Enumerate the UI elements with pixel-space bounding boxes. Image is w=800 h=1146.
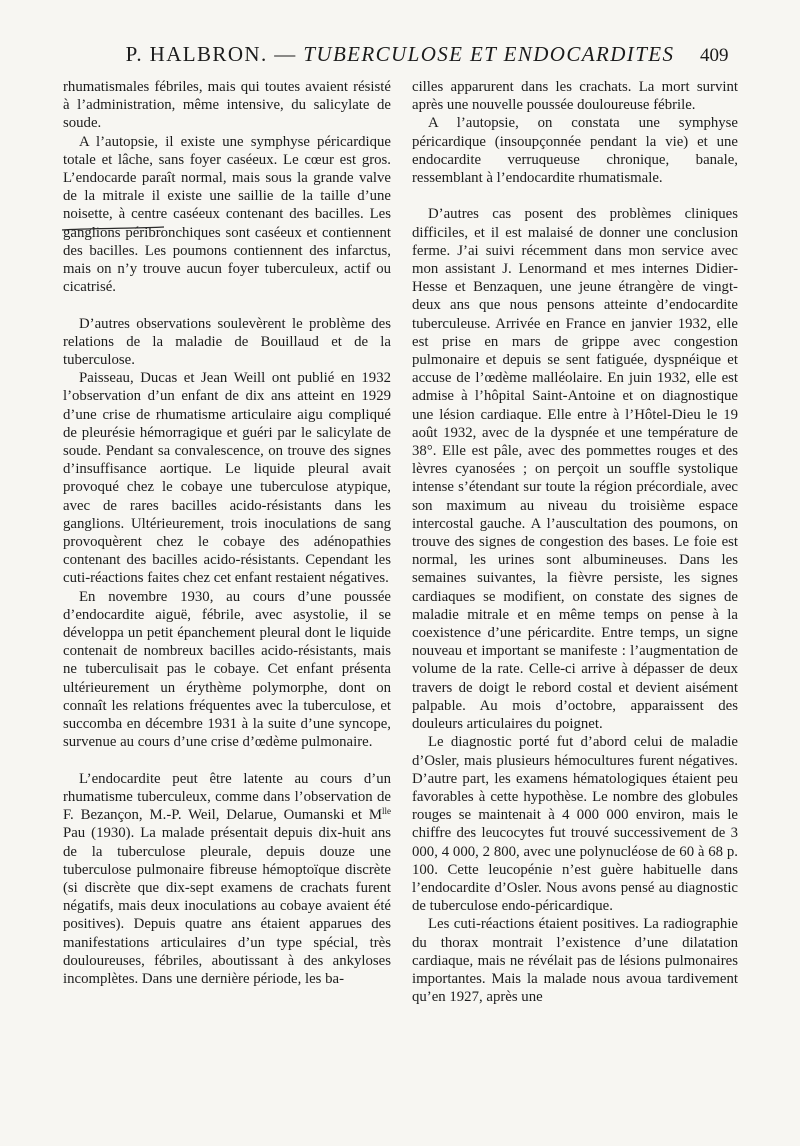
running-title — [0, 42, 800, 67]
paragraph-right-2: A l’autopsie, on constata une symphyse péricardique (insoupçonnée pendant la vie) et une endocardite verruqueuse chronique, banale, ressemblant à l’endocardite rhumatismale. — [412, 115, 738, 187]
paragraph-left-5: En novembre 1930, au cours d’une poussée d’endocardite aiguë, fébrile, avec asystolie, il se développa un petit épanchement pleural dont le liquide contenait de nombreux bacilles acido-résistants, mais ne tuberculisait pas le cobaye. Cet enfant présenta ultérieurement un érythème polymorphe, dont on connaît les relations fréquentes avec la tuberculose, et succomba en décembre 1931 à la suite d’une syncope, survenue au cours d’une crise d’œdème pulmonaire. — [63, 588, 391, 751]
paragraph-right-5: Les cuti-réactions étaient positives. La radiographie du thorax montrait l’existence d’une dilatation cardiaque, mais ne révélait pas de lésions pulmonaires importantes. Mais la malade nous avoua tardivement qu’en 1927, après une — [412, 916, 738, 1006]
page-number: 409 — [700, 45, 729, 66]
running-header — [0, 40, 800, 74]
paragraph-left-6 — [63, 770, 391, 988]
paragraph-left-6-start: L’endocardite peut être latente au cours d’un rhumatisme tuberculeux, comme dans l’observation de F. Bezançon, M.-P. Weil, Delarue, Oumanski et M — [63, 770, 391, 824]
paragraph-left-4: Paisseau, Ducas et Jean Weill ont publié en 1932 l’observation d’un enfant de dix ans atteint en 1929 d’une crise de rhumatisme articulaire aigu compliqué de pleurésie hémorragique et guéri par le salicylate de soude. Pendant sa convalescence, on trouve des signes d’insuffisance aortique. Le liquide pleural avait provoqué chez le cobaye une tuberculose atypique, avec de rares bacilles acido-résistants dans les ganglions. Ultérieurement, trois inoculations de sang provoquèrent chez le cobaye des adénopathies contenant des bacilles acido-résistants. Cependant les cuti-réactions faites chez cet enfant restaient négatives. — [63, 370, 391, 587]
paragraph-right-3: D’autres cas posent des problèmes cliniques difficiles, et il est malaisé de donner une conclusion ferme. J’ai suivi récemment dans mon service avec mon assistant J. Lenormand et mes internes Didier-Hesse et Benzaquen, une jeune étrangère de vingt-deux ans que nous pensons atteinte d’endocardite tuberculeuse. Arrivée en France en janvier 1932, elle est prise en mars de grippe avec congestion pulmonaire et depuis se sent fatiguée, dyspnéique et accuse de l’œdème malléolaire. En juin 1932, elle est admise à l’hôpital Saint-Antoine et on diagnostique une lésion cardiaque. Elle entre à l’Hôtel-Dieu le 19 août 1932, avec de la dyspnée et une température de 38°. Elle est pâle, avec des pommettes rouges et des lèvres cyanosées ; on perçoit un souffle systolique intense s’étendant sur toute la région précordiale, avec son maximum au niveau du troisième espace intercostal gauche. A l’auscultation des poumons, on trouve des signes de congestion des bases. Le foie est normal, les urines sont albumineuses. Dans les semaines suivantes, la fièvre persiste, les signes cardiaques se modifient, on constate des signes de maladie mitrale et en même temps on pense à la coexistence d’une péricardite. Entre temps, un signe nouveau et important se manifeste : l’augmentation de volume de la rate. Celle-ci arrive à dépasser de deux travers de doigt le rebord costal et devient aisément palpable. Au mois d’octobre, apparaissent des douleurs articulaires du poignet. — [412, 206, 738, 733]
paragraph-left-3: D’autres observations soulevèrent le problème des relations de la maladie de Bouillaud et de la tuberculose. — [63, 315, 391, 369]
paragraph-left-2: A l’autopsie, il existe une symphyse péricardique totale et lâche, sans foyer caséeux. Le cœur est gros. L’endocarde paraît normal, mais sous la grande valve de la mitrale il existe une saillie de la taille d’une noisette, à centre caséeux contenant des bacilles. Les ganglions péribronchiques sont caséeux et contiennent des bacilles. Les poumons contiennent des infarctus, mais on n’y trouve aucun foyer tuberculeux, actif ou cicatrisé. — [63, 133, 391, 296]
header-author: P. HALBRON. — [125, 42, 268, 66]
paragraph-right-4: Le diagnostic porté fut d’abord celui de maladie d’Osler, mais plusieurs hémocultures furent négatives. D’autre part, les examens hématologiques étaient peu favorables à cette hypothèse. Le nombre des globules rouges se maintenait à 4 000 000 environ, mais le chiffre des leucocytes fut trouvé successivement de 3 000, 4 000, 2 800, avec une polynucléose de 60 à 68 p. 100. Cette leucopénie n’est guère habituelle dans l’endocardite d’Osler. Nous avons pensé au diagnostic de tuberculose endo-péricardique. — [412, 734, 738, 915]
paragraph-left-1: rhumatismales fébriles, mais qui toutes avaient résisté à l’administration, même intensive, du salicylate de soude. — [63, 79, 391, 132]
header-separator: — — [267, 42, 304, 66]
left-column — [63, 78, 391, 988]
right-column — [412, 78, 738, 1006]
header-topic: TUBERCULOSE ET ENDOCARDITES — [303, 42, 675, 66]
paragraph-right-1: cilles apparurent dans les crachats. La mort survint après une nouvelle poussée douloureuse fébrile. — [412, 79, 738, 114]
mademoiselle-superscript: lle — [382, 806, 391, 817]
paragraph-left-6-end: Pau (1930). La malade présentait depuis dix-huit ans de la tuberculose pleurale, depuis douze une tuberculose pulmonaire fibreuse hémoptoïque discrète (si discrète que dix-sept examens de crachats furent négatifs, mais deux inoculations au cobaye avaient été positives). Depuis quatre ans étaient apparues des manifestations articulaires d’un type spécial, très douloureuses, fébriles, aboutissant à des ankyloses incomplètes. Dans une dernière période, les ba- — [63, 825, 391, 987]
